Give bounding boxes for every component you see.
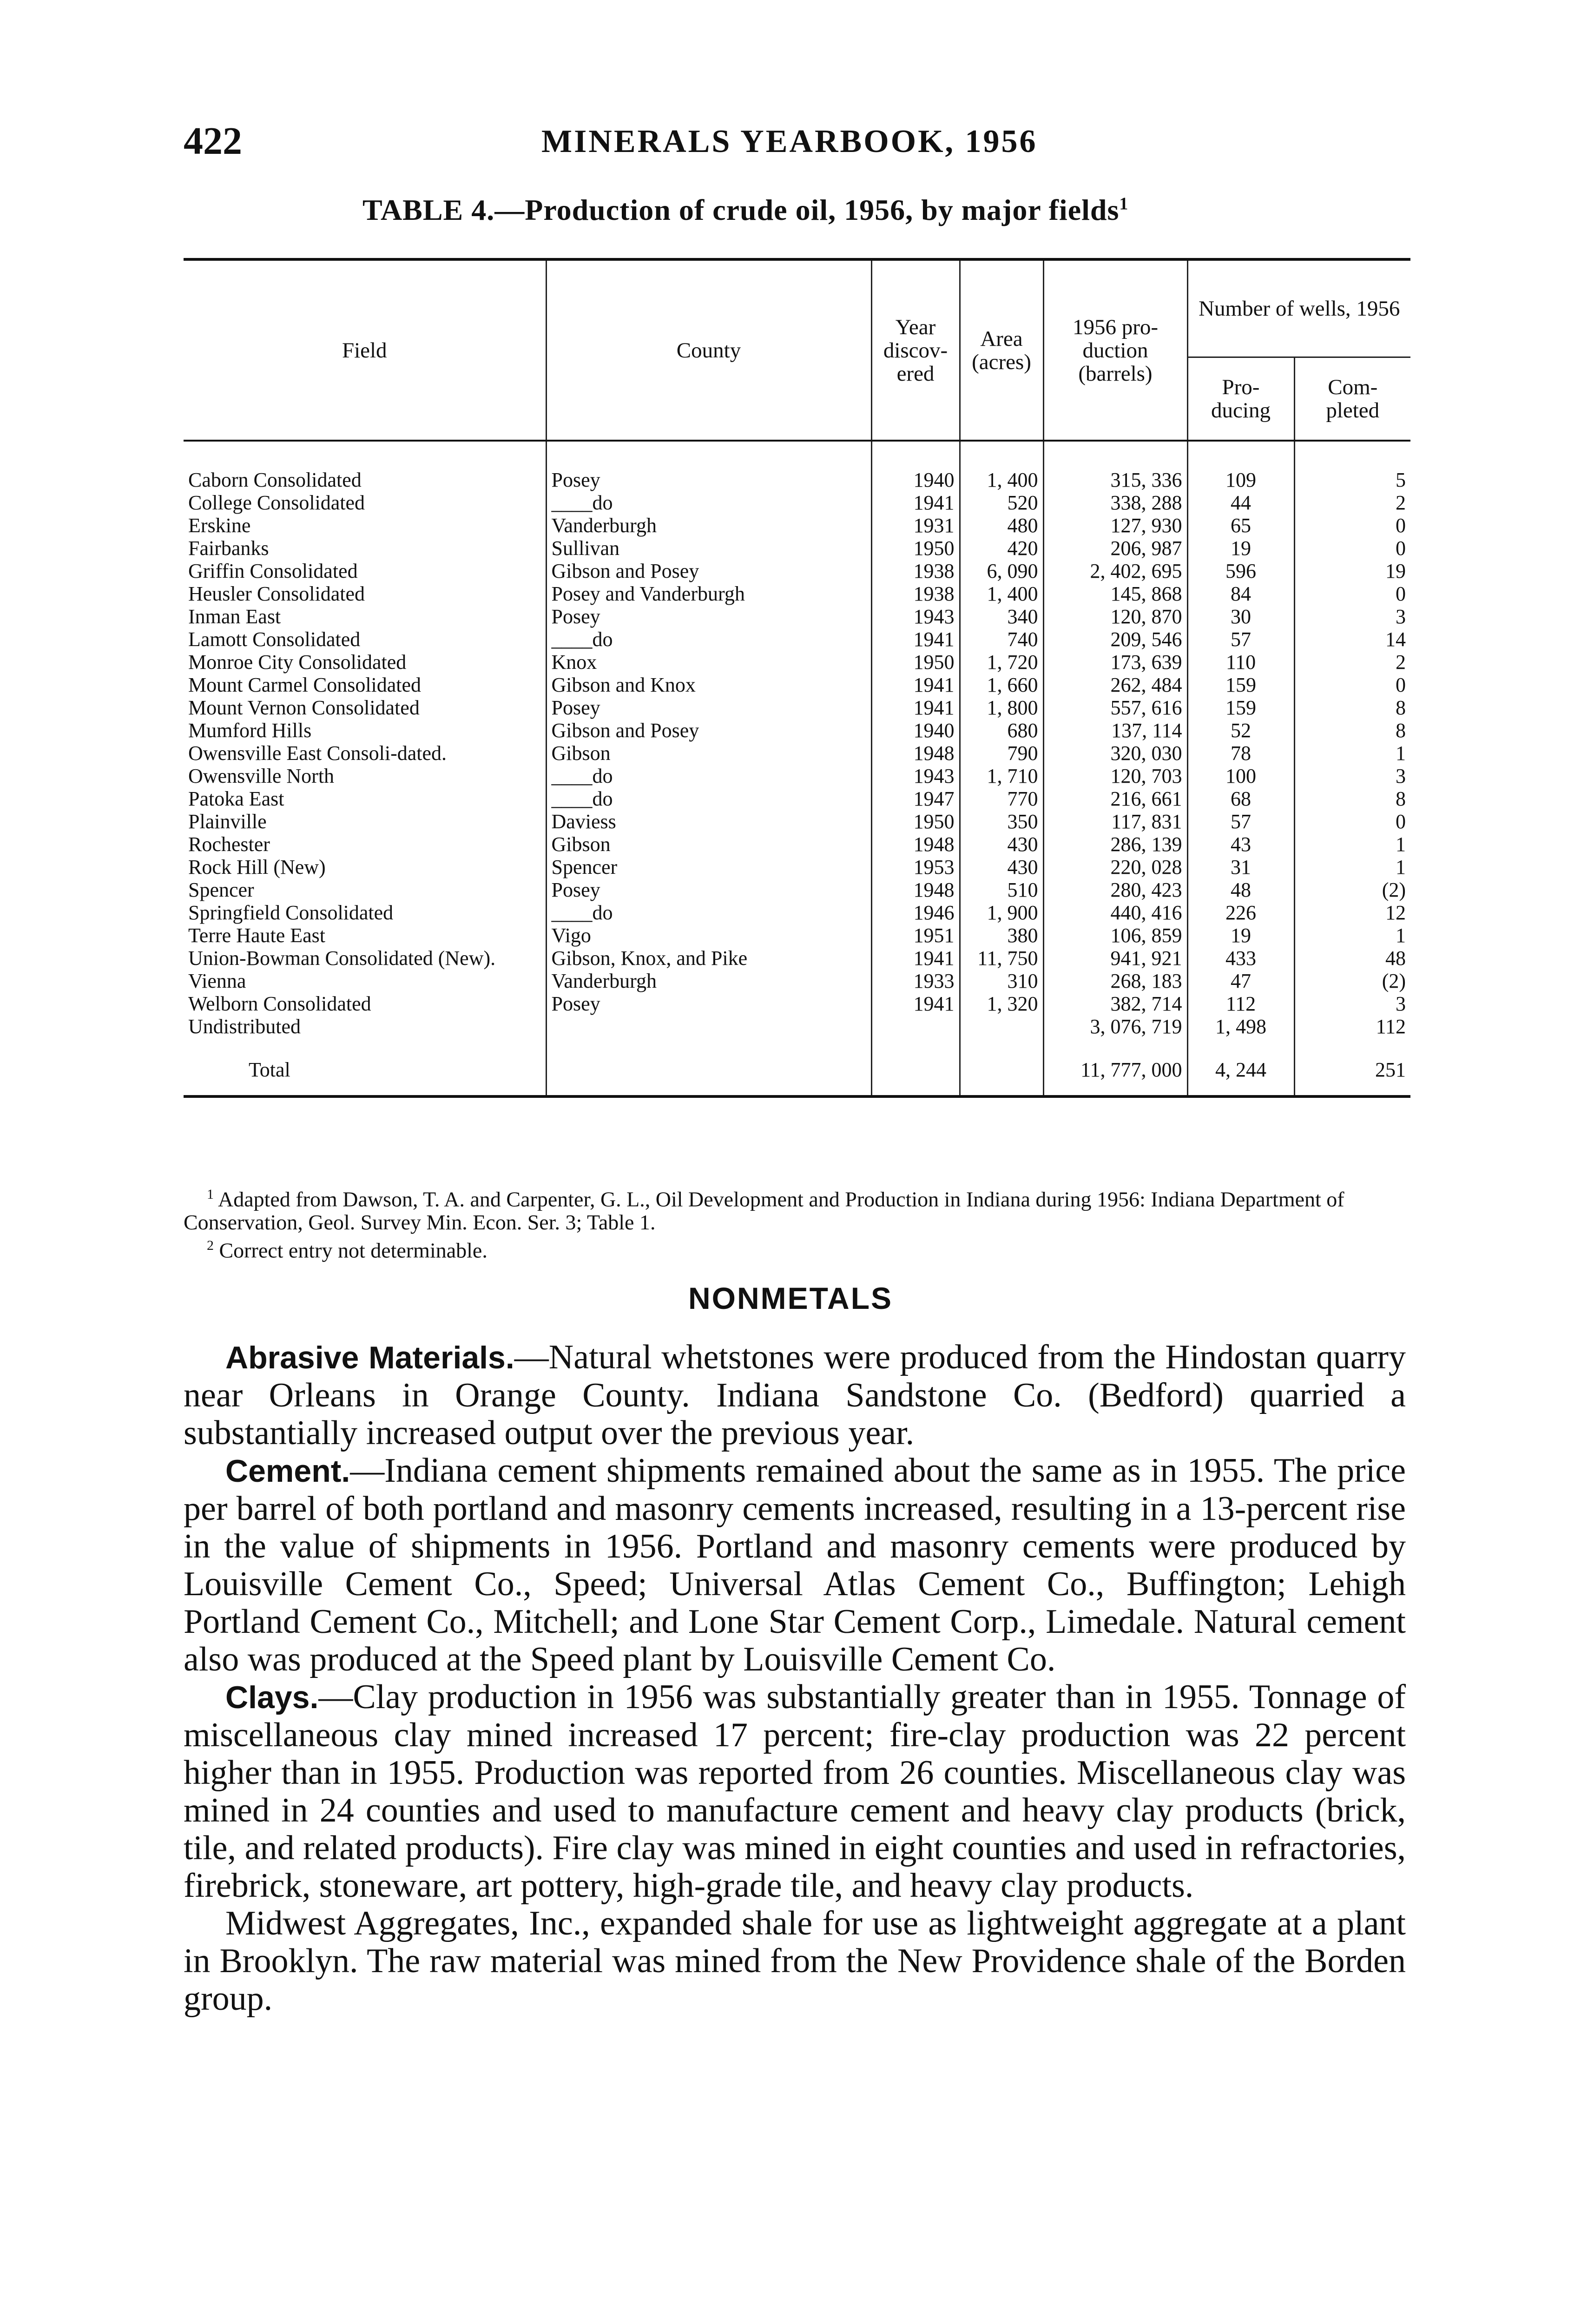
cell-producing: 57 <box>1187 628 1294 651</box>
cell-area: 380 <box>960 924 1043 947</box>
cell-completed: 0 <box>1294 673 1410 696</box>
cell-production: 145, 868 <box>1043 582 1187 605</box>
cell-producing: 44 <box>1187 491 1294 514</box>
cell-production: 338, 288 <box>1043 491 1187 514</box>
cell-year: 1940 <box>871 441 960 491</box>
cell-producing: 84 <box>1187 582 1294 605</box>
cell-county: Knox <box>546 651 871 673</box>
cell-empty <box>1187 1038 1294 1056</box>
header-county: County <box>546 259 871 441</box>
paragraph-abrasive <box>184 1339 1406 1452</box>
cell-field: College Consolidated <box>188 491 365 514</box>
section-heading: NONMETALS <box>688 1281 893 1315</box>
cell-completed: 14 <box>1294 628 1410 651</box>
cell-county: Gibson and Posey <box>546 719 871 742</box>
cell-empty <box>871 1056 960 1096</box>
cell-field: Mount Vernon Consolidated <box>188 696 420 719</box>
cell-empty <box>960 1038 1043 1056</box>
cell-year: 1948 <box>871 742 960 765</box>
cell-production: 117, 831 <box>1043 810 1187 833</box>
cell-field: Patoka East <box>188 787 284 810</box>
cell-year: 1941 <box>871 696 960 719</box>
table-header <box>184 259 1410 441</box>
cell-completed: (2) <box>1294 970 1410 992</box>
cell-completed: 19 <box>1294 560 1410 582</box>
cell-production: 216, 661 <box>1043 787 1187 810</box>
cell-producing: 68 <box>1187 787 1294 810</box>
cell-field: Undistributed <box>188 1015 301 1038</box>
table-row <box>184 560 1410 582</box>
footnote-text: Correct entry not determinable. <box>219 1238 487 1262</box>
cell-year: 1933 <box>871 970 960 992</box>
crude-oil-table <box>184 258 1410 1098</box>
cell-field: Fairbanks <box>188 537 269 560</box>
table-row <box>184 833 1410 856</box>
cell-field: Mumford Hills <box>188 719 312 742</box>
cell-area: 1, 400 <box>960 582 1043 605</box>
cell-area: 510 <box>960 878 1043 901</box>
cell-completed: 0 <box>1294 537 1410 560</box>
cell-year: 1943 <box>871 765 960 787</box>
cell-area: 1, 660 <box>960 673 1043 696</box>
paragraph-lead: Clays. <box>225 1680 319 1715</box>
cell-county: ____do <box>546 628 871 651</box>
table-row <box>184 651 1410 673</box>
paragraph-midwest <box>184 1905 1406 2018</box>
cell-area: 480 <box>960 514 1043 537</box>
cell-year: 1940 <box>871 719 960 742</box>
cell-completed: 2 <box>1294 651 1410 673</box>
cell-field: Griffin Consolidated <box>188 560 358 582</box>
running-head: MINERALS YEARBOOK, 1956 <box>541 124 1038 159</box>
cell-producing: 52 <box>1187 719 1294 742</box>
cell-completed: 8 <box>1294 787 1410 810</box>
cell-producing: 110 <box>1187 651 1294 673</box>
cell-producing: 19 <box>1187 924 1294 947</box>
cell-area: 1, 800 <box>960 696 1043 719</box>
cell-producing: 78 <box>1187 742 1294 765</box>
cell-completed: 1 <box>1294 742 1410 765</box>
cell-year: 1950 <box>871 651 960 673</box>
cell-producing: 30 <box>1187 605 1294 628</box>
cell-county: Posey <box>546 605 871 628</box>
cell-area: 1, 320 <box>960 992 1043 1015</box>
cell-producing: 159 <box>1187 696 1294 719</box>
cell-production: 440, 416 <box>1043 901 1187 924</box>
header-area: Area (acres) <box>960 259 1043 441</box>
cell-production: 280, 423 <box>1043 878 1187 901</box>
cell-producing: 47 <box>1187 970 1294 992</box>
cell-empty <box>184 1038 546 1056</box>
cell-year: 1941 <box>871 673 960 696</box>
cell-area: 430 <box>960 856 1043 878</box>
cell-producing: 109 <box>1187 441 1294 491</box>
cell-year: 1948 <box>871 878 960 901</box>
cell-producing: 57 <box>1187 810 1294 833</box>
cell-completed: 8 <box>1294 696 1410 719</box>
cell-production: 941, 921 <box>1043 947 1187 970</box>
cell-county: Posey <box>546 878 871 901</box>
cell-area: 680 <box>960 719 1043 742</box>
table-row <box>184 1015 1410 1038</box>
cell-production: 120, 703 <box>1043 765 1187 787</box>
cell-county: Spencer <box>546 856 871 878</box>
cell-completed: 48 <box>1294 947 1410 970</box>
cell-county: Gibson <box>546 833 871 856</box>
paragraph-text: —Natural whetstones were produced from the Hindostan quarry near Orleans in Orange County. Indiana Sandstone Co. (Bedford) quarried a substantially increased output over the previous year. <box>184 1338 1406 1452</box>
paragraph-lead: Cement. <box>225 1453 350 1489</box>
cell-total-production: 11, 777, 000 <box>1043 1056 1187 1096</box>
table-row <box>184 992 1410 1015</box>
table-title <box>362 193 1128 227</box>
cell-completed: 3 <box>1294 765 1410 787</box>
table-container <box>184 258 1410 1098</box>
page-header <box>184 119 1397 163</box>
footnote-2 <box>184 1234 1401 1262</box>
cell-field: Springfield Consolidated <box>188 901 394 924</box>
cell-production: 206, 987 <box>1043 537 1187 560</box>
cell-year: 1941 <box>871 491 960 514</box>
cell-empty <box>1043 1038 1187 1056</box>
table-row <box>184 605 1410 628</box>
cell-area: 420 <box>960 537 1043 560</box>
footnote-1 <box>184 1183 1401 1234</box>
cell-area: 11, 750 <box>960 947 1043 970</box>
cell-year: 1950 <box>871 810 960 833</box>
cell-year: 1941 <box>871 992 960 1015</box>
cell-total-label: Total <box>249 1058 290 1081</box>
cell-production: 173, 639 <box>1043 651 1187 673</box>
cell-production: 106, 859 <box>1043 924 1187 947</box>
cell-county: Posey <box>546 696 871 719</box>
cell-year: 1938 <box>871 560 960 582</box>
cell-field: Caborn Consolidated <box>188 469 362 491</box>
cell-producing: 433 <box>1187 947 1294 970</box>
table-row <box>184 742 1410 765</box>
cell-county: Daviess <box>546 810 871 833</box>
cell-year: 1953 <box>871 856 960 878</box>
cell-year: 1941 <box>871 947 960 970</box>
cell-field: Mount Carmel Consolidated <box>188 673 422 696</box>
cell-producing: 226 <box>1187 901 1294 924</box>
cell-area <box>960 1015 1043 1038</box>
cell-area: 340 <box>960 605 1043 628</box>
table-row <box>184 628 1410 651</box>
paragraph-text: —Clay production in 1956 was substantially greater than in 1955. Tonnage of miscellaneous clay mined increased 17 percent; fire-clay production was 22 percent higher than in 1955. Production was reported from 26 counties. Miscellaneous clay was mined in 24 counties and used to manufacture cement and heavy clay products (brick, tile, and related products). Fire clay was mined in eight counties and used in refractories, firebrick, stoneware, art pottery, high-grade tile, and heavy clay products. <box>184 1678 1406 1905</box>
cell-completed: 1 <box>1294 856 1410 878</box>
cell-field: Welborn Consolidated <box>188 992 371 1015</box>
cell-production: 557, 616 <box>1043 696 1187 719</box>
table-row <box>184 765 1410 787</box>
cell-producing: 65 <box>1187 514 1294 537</box>
cell-county: ____do <box>546 765 871 787</box>
cell-production: 220, 028 <box>1043 856 1187 878</box>
cell-empty <box>546 1056 871 1096</box>
cell-field: Terre Haute East <box>188 924 325 947</box>
cell-year: 1946 <box>871 901 960 924</box>
cell-completed: 12 <box>1294 901 1410 924</box>
header-production: 1956 pro- duction (barrels) <box>1043 259 1187 441</box>
table-row <box>184 787 1410 810</box>
table-row <box>184 970 1410 992</box>
cell-production: 382, 714 <box>1043 992 1187 1015</box>
table-row <box>184 537 1410 560</box>
table-row <box>184 696 1410 719</box>
cell-area: 520 <box>960 491 1043 514</box>
cell-field: Vienna <box>188 970 246 992</box>
cell-area: 740 <box>960 628 1043 651</box>
cell-production: 137, 114 <box>1043 719 1187 742</box>
cell-completed: 0 <box>1294 810 1410 833</box>
cell-production: 268, 183 <box>1043 970 1187 992</box>
table-body <box>184 441 1410 1096</box>
cell-year: 1948 <box>871 833 960 856</box>
cell-year: 1941 <box>871 628 960 651</box>
cell-production: 286, 139 <box>1043 833 1187 856</box>
cell-area: 350 <box>960 810 1043 833</box>
cell-area: 1, 710 <box>960 765 1043 787</box>
table-row <box>184 582 1410 605</box>
cell-completed: (2) <box>1294 878 1410 901</box>
cell-total-completed: 251 <box>1294 1056 1410 1096</box>
cell-completed: 0 <box>1294 514 1410 537</box>
cell-field: Heusler Consolidated <box>188 582 365 605</box>
cell-producing: 596 <box>1187 560 1294 582</box>
header-wells-group: Number of wells, 1956 <box>1187 259 1410 357</box>
cell-county: Vanderburgh <box>546 514 871 537</box>
cell-production: 209, 546 <box>1043 628 1187 651</box>
cell-production: 315, 336 <box>1043 441 1187 491</box>
header-field: Field <box>184 259 546 441</box>
cell-field: Plainville <box>188 810 267 833</box>
cell-county: Vanderburgh <box>546 970 871 992</box>
cell-area: 1, 400 <box>960 441 1043 491</box>
cell-completed: 2 <box>1294 491 1410 514</box>
cell-field: Monroe City Consolidated <box>188 651 407 673</box>
cell-production: 127, 930 <box>1043 514 1187 537</box>
table-title-footnote-mark: 1 <box>1119 194 1129 214</box>
paragraph-cement <box>184 1452 1406 1678</box>
cell-producing: 1, 498 <box>1187 1015 1294 1038</box>
cell-county <box>546 1015 871 1038</box>
cell-year: 1951 <box>871 924 960 947</box>
cell-field: Erskine <box>188 514 251 537</box>
cell-county: Vigo <box>546 924 871 947</box>
footnote-mark: 1 <box>207 1187 214 1202</box>
cell-field: Inman East <box>188 605 281 628</box>
table-row <box>184 901 1410 924</box>
cell-completed: 1 <box>1294 924 1410 947</box>
header-producing: Pro- ducing <box>1187 357 1294 441</box>
cell-county: ____do <box>546 787 871 810</box>
cell-producing: 159 <box>1187 673 1294 696</box>
cell-producing: 19 <box>1187 537 1294 560</box>
paragraph-lead: Abrasive Materials. <box>225 1340 514 1375</box>
cell-county: Posey and Vanderburgh <box>546 582 871 605</box>
paragraph-text: Midwest Aggregates, Inc., expanded shale for use as lightweight aggregate at a plant in Brooklyn. The raw material was mined from the New Providence shale of the Borden group. <box>184 1904 1406 2018</box>
cell-completed: 3 <box>1294 992 1410 1015</box>
cell-area: 310 <box>960 970 1043 992</box>
cell-county: Posey <box>546 992 871 1015</box>
cell-county: ____do <box>546 491 871 514</box>
cell-production: 262, 484 <box>1043 673 1187 696</box>
cell-producing: 31 <box>1187 856 1294 878</box>
cell-area: 790 <box>960 742 1043 765</box>
cell-field: Owensville East Consoli-dated. <box>188 742 447 765</box>
table-row <box>184 947 1410 970</box>
cell-field: Rochester <box>188 833 270 856</box>
cell-area: 1, 900 <box>960 901 1043 924</box>
cell-completed: 3 <box>1294 605 1410 628</box>
cell-empty <box>960 1056 1043 1096</box>
cell-completed: 5 <box>1294 441 1410 491</box>
cell-total-producing: 4, 244 <box>1187 1056 1294 1096</box>
cell-county: Gibson and Posey <box>546 560 871 582</box>
cell-county: Gibson <box>546 742 871 765</box>
cell-completed: 1 <box>1294 833 1410 856</box>
cell-producing: 43 <box>1187 833 1294 856</box>
cell-empty <box>871 1038 960 1056</box>
footnotes <box>184 1183 1401 1262</box>
cell-county: Sullivan <box>546 537 871 560</box>
table-row <box>184 924 1410 947</box>
cell-production: 2, 402, 695 <box>1043 560 1187 582</box>
cell-production: 120, 870 <box>1043 605 1187 628</box>
table-gap-row <box>184 1038 1410 1056</box>
cell-year: 1947 <box>871 787 960 810</box>
table-row <box>184 719 1410 742</box>
cell-county: Posey <box>546 441 871 491</box>
cell-county: Gibson and Knox <box>546 673 871 696</box>
cell-area: 1, 720 <box>960 651 1043 673</box>
footnote-text: Adapted from Dawson, T. A. and Carpenter, G. L., Oil Development and Production in Indiana during 1956: Indiana Department of Conservation, Geol. Survey Min. Econ. Ser. 3; Table 1. <box>184 1187 1344 1235</box>
table-row <box>184 514 1410 537</box>
cell-year: 1943 <box>871 605 960 628</box>
page-number: 422 <box>184 119 242 163</box>
table-row <box>184 491 1410 514</box>
cell-producing: 112 <box>1187 992 1294 1015</box>
cell-empty <box>1294 1038 1410 1056</box>
paragraph-text: —Indiana cement shipments remained about the same as in 1955. The price per barrel of both portland and masonry cements increased, resulting in a 13-percent rise in the value of shipments in 1956. Portland and masonry cements were produced by Louisville Cement Co., Speed; Universal Atlas Cement Co., Buffington; Lehigh Portland Cement Co., Mitchell; and Lone Star Cement Corp., Limedale. Natural cement also was produced at the Speed plant by Louisville Cement Co. <box>184 1452 1406 1678</box>
header-completed: Com- pleted <box>1294 357 1410 441</box>
cell-empty <box>546 1038 871 1056</box>
cell-field: Rock Hill (New) <box>188 856 326 878</box>
cell-county: ____do <box>546 901 871 924</box>
cell-completed: 8 <box>1294 719 1410 742</box>
cell-producing: 100 <box>1187 765 1294 787</box>
cell-field: Owensville North <box>188 765 335 787</box>
cell-completed: 0 <box>1294 582 1410 605</box>
paragraph-clays <box>184 1678 1406 1905</box>
cell-year: 1931 <box>871 514 960 537</box>
table-total-row <box>184 1056 1410 1096</box>
cell-county: Gibson, Knox, and Pike <box>546 947 871 970</box>
cell-area: 6, 090 <box>960 560 1043 582</box>
cell-completed: 112 <box>1294 1015 1410 1038</box>
footnote-mark: 2 <box>207 1238 214 1254</box>
body-text <box>184 1339 1406 2018</box>
table-title-text: TABLE 4.—Production of crude oil, 1956, by major fields <box>362 193 1120 226</box>
header-year: Year discov- ered <box>871 259 960 441</box>
table-row <box>184 856 1410 878</box>
table-row <box>184 810 1410 833</box>
cell-year <box>871 1015 960 1038</box>
cell-producing: 48 <box>1187 878 1294 901</box>
cell-year: 1950 <box>871 537 960 560</box>
cell-production: 3, 076, 719 <box>1043 1015 1187 1038</box>
table-row <box>184 878 1410 901</box>
cell-area: 430 <box>960 833 1043 856</box>
cell-field: Union-Bowman Consolidated (New). <box>188 947 496 970</box>
table-row <box>184 673 1410 696</box>
cell-year: 1938 <box>871 582 960 605</box>
cell-area: 770 <box>960 787 1043 810</box>
cell-field: Spencer <box>188 878 254 901</box>
table-row <box>184 441 1410 491</box>
cell-production: 320, 030 <box>1043 742 1187 765</box>
cell-field: Lamott Consolidated <box>188 628 361 651</box>
